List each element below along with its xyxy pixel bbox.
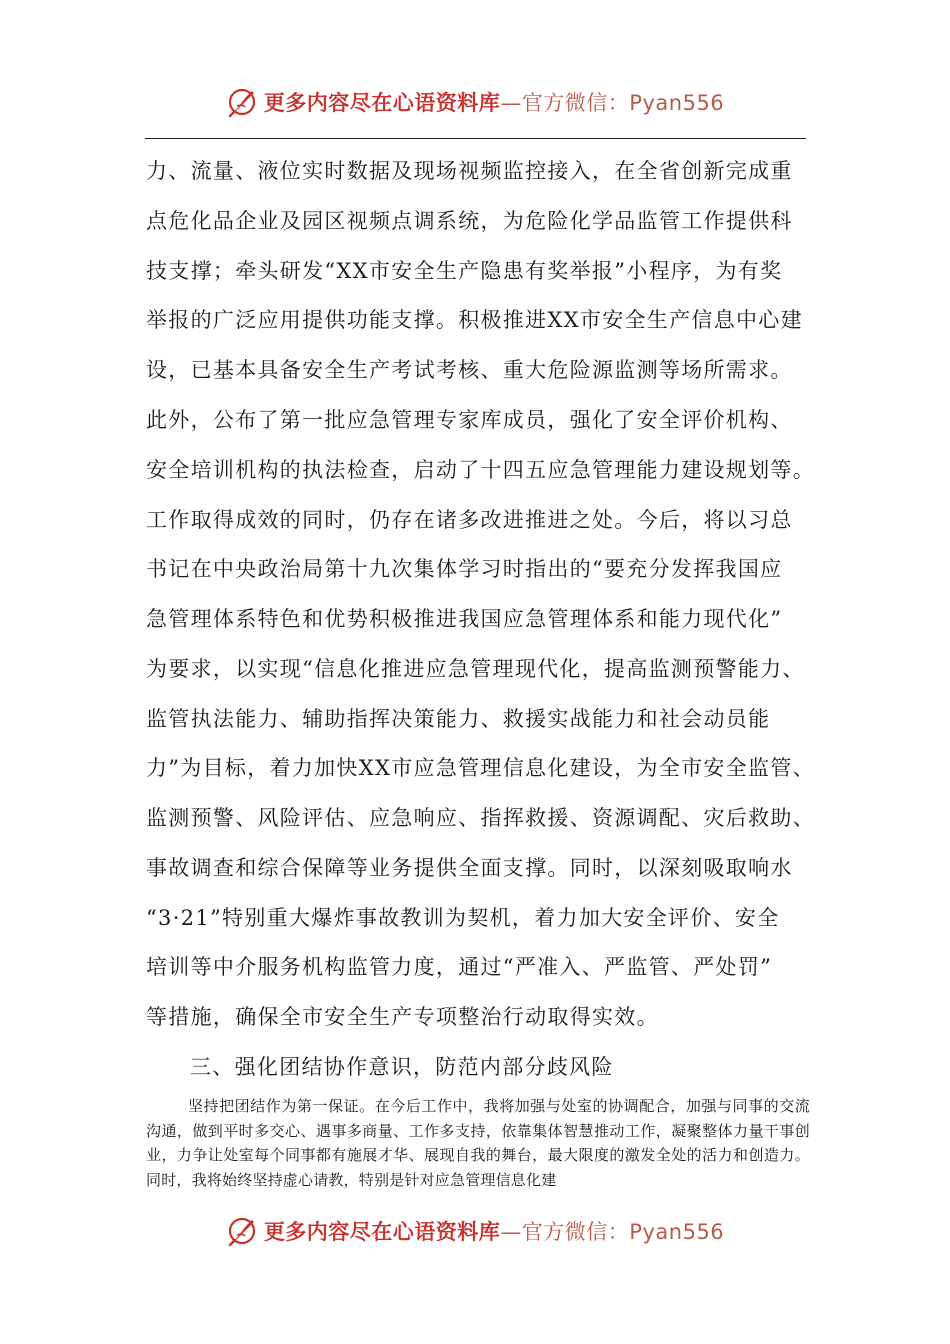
pen-nib-logo-icon [226, 85, 260, 119]
body-line: 等措施，确保全市安全生产专项整治行动取得实效。 [146, 1005, 659, 1029]
small-paragraph: 坚持把团结作为第一保证。在今后工作中，我将加强与处室的协调配合，加强与同事的交流沟通，做到平时多交心、遇事多商量、工作多支持，依靠集体智慧推动工作，凝聚整体力量干事创业，力争让处室每个同事都有施展才华、展现自我的舞台，最大限度的激发全处的活力和创造力。同时，我将始终坚持虚心请教，特别是针对应急管理信息化建 [146, 1097, 810, 1189]
header-banner-text [264, 87, 724, 117]
body-line: 监测预警、风险评估、应急响应、指挥救援、资源调配、灾后救助、 [146, 806, 815, 830]
body-line: 力”为目标，着力加快XX市应急管理信息化建设，为全市安全监管、 [146, 756, 815, 780]
footer-banner-text [264, 1216, 724, 1246]
header-banner [0, 82, 950, 122]
body-line: 监管执法能力、辅助指挥决策能力、救援实战能力和社会动员能 [146, 707, 771, 731]
body-line: 安全培训机构的执法检查，启动了十四五应急管理能力建设规划等。 [146, 458, 815, 482]
body-line: 力、流量、液位实时数据及现场视频监控接入，在全省创新完成重 [146, 159, 793, 183]
pen-nib-logo-icon [226, 1214, 260, 1248]
header-divider [145, 138, 806, 139]
body-line: 此外，公布了第一批应急管理专家库成员，强化了安全评价机构、 [146, 408, 793, 432]
body-line: 设，已基本具备安全生产考试考核、重大危险源监测等场所需求。 [146, 358, 793, 382]
header-banner-lead: 更多内容尽在心语资料库 [263, 91, 501, 115]
footer-banner-rest: —官方微信：Pyan556 [500, 1220, 725, 1244]
body-line: “3·21”特别重大爆炸事故教训为契机，着力加大安全评价、安全 [146, 906, 780, 930]
body-line: 书记在中央政治局第十九次集体学习时指出的“要充分发挥我国应 [146, 557, 783, 581]
body-line: 急管理体系特色和优势积极推进我国应急管理体系和能力现代化” [146, 607, 783, 631]
body-line: 事故调查和综合保障等业务提供全面支撑。同时，以深刻吸取响水 [146, 856, 793, 880]
body-line: 举报的广泛应用提供功能支撑。积极推进XX市安全生产信息中心建 [146, 308, 803, 332]
body-line: 工作取得成效的同时，仍存在诸多改进推进之处。今后，将以习总 [146, 508, 793, 532]
footer-banner [0, 1211, 950, 1251]
body-line: 培训等中介服务机构监管力度，通过“严准入、严监管、严处罚” [146, 955, 773, 979]
body-line: 为要求，以实现“信息化推进应急管理现代化，提高监测预警能力、 [146, 657, 805, 681]
body-line: 点危化品企业及园区视频点调系统，为危险化学品监管工作提供科 [146, 209, 793, 233]
footer-banner-lead: 更多内容尽在心语资料库 [263, 1220, 501, 1244]
section-heading: 三、强化团结协作意识，防范内部分歧风险 [190, 1055, 614, 1079]
body-line: 技支撑；牵头研发“XX市安全生产隐患有奖举报”小程序，为有奖 [146, 259, 783, 283]
header-banner-rest: —官方微信：Pyan556 [500, 91, 725, 115]
